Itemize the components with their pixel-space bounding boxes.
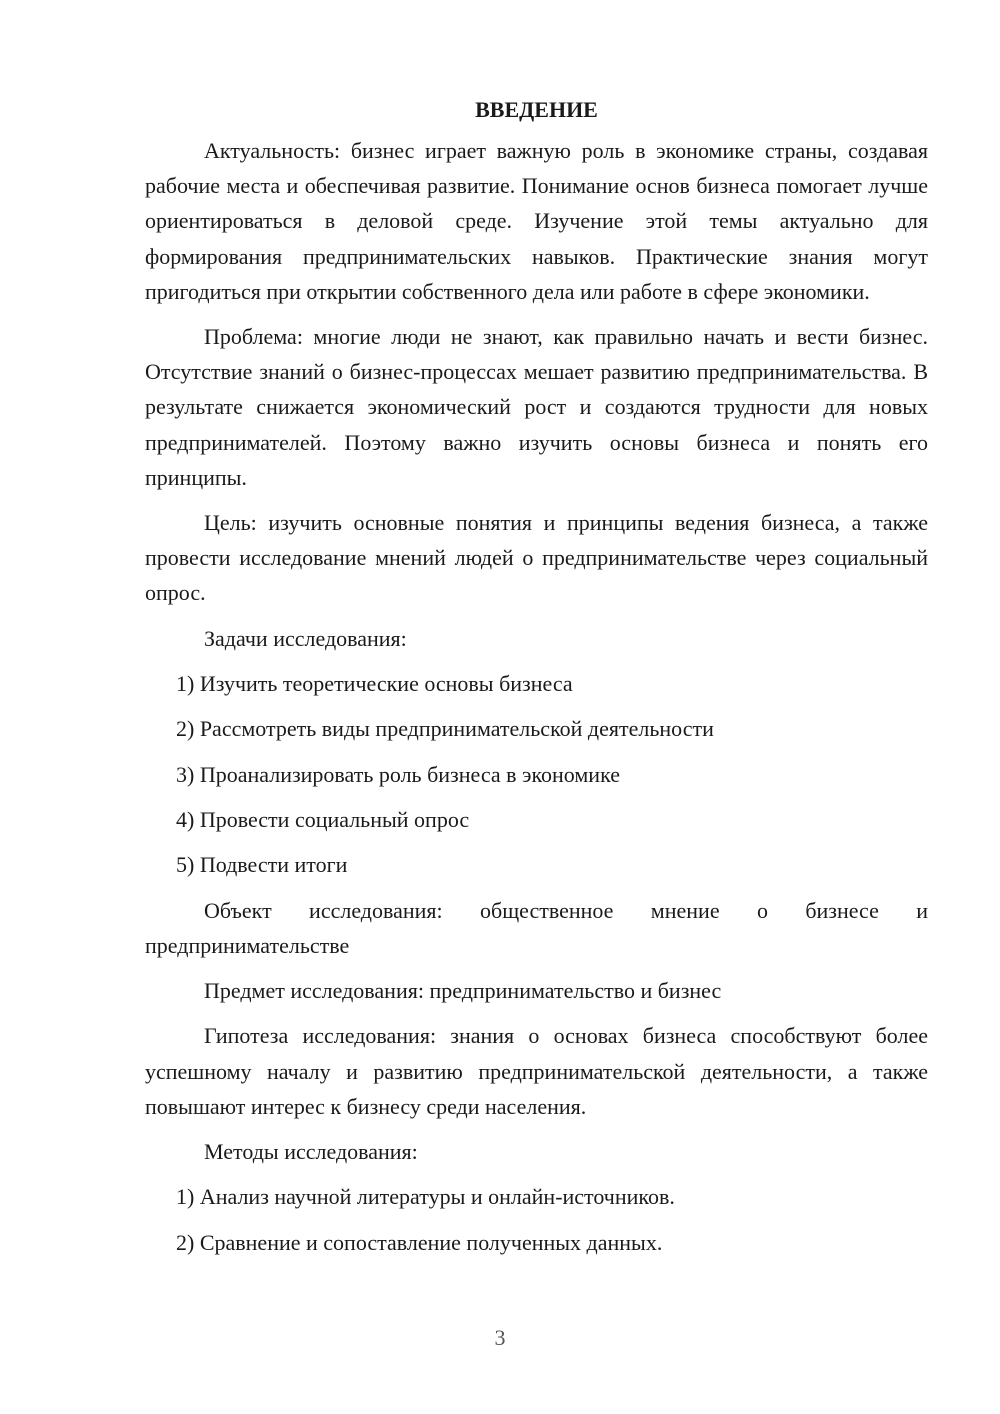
page-title: ВВЕДЕНИЕ (475, 97, 598, 122)
list-item: 4) Провести социальный опрос (176, 807, 470, 833)
methods-list (145, 1179, 928, 1260)
document-page (145, 92, 928, 1270)
list-item: 5) Подвести итоги (176, 852, 348, 878)
list-item: 2) Рассмотреть виды предпринимательской деятельности (176, 716, 714, 742)
subject-paragraph: Предмет исследования: предпринимательство и бизнес (204, 978, 722, 1004)
page-number: 3 (494, 1325, 506, 1350)
list-item: 1) Изучить теоретические основы бизнеса (176, 670, 573, 696)
list-item: 3) Проанализировать роль бизнеса в экономике (176, 761, 620, 787)
list-item: 1) Анализ научной литературы и онлайн-источников. (176, 1184, 675, 1210)
hypothesis-paragraph: Гипотеза исследования: знания о основах бизнеса способствуют более успешному началу и развитию предпринимательской деятельности, а также повышают интерес к бизнесу среди населения. (145, 1023, 928, 1119)
methods-heading: Методы исследования: (204, 1139, 418, 1165)
goal-paragraph: Цель: изучить основные понятия и принципы ведения бизнеса, а также провести исследование мнений людей о предпринимательстве через социальный опрос. (145, 510, 928, 606)
problem-paragraph: Проблема: многие люди не знают, как правильно начать и вести бизнес. Отсутствие знаний о бизнес-процессах мешает развитию предпринимательства. В результате снижается экономический рост и создаются трудности для новых предпринимателей. Поэтому важно изучить основы бизнеса и понять его принципы. (145, 324, 928, 490)
relevance-paragraph: Актуальность: бизнес играет важную роль в экономике страны, создавая рабочие места и обеспечивая развитие. Понимание основ бизнеса помогает лучше ориентироваться в деловой среде. Изучение этой темы актуально для формирования предпринимательских навыков. Практические знания могут пригодиться при открытии собственного дела или работе в сфере экономики. (145, 138, 928, 304)
tasks-heading: Задачи исследования: (204, 625, 407, 651)
list-item: 2) Сравнение и сопоставление полученных данных. (176, 1229, 663, 1255)
tasks-list (145, 666, 928, 883)
object-paragraph: Объект исследования: общественное мнение о бизнесе и предпринимательстве (145, 897, 928, 958)
